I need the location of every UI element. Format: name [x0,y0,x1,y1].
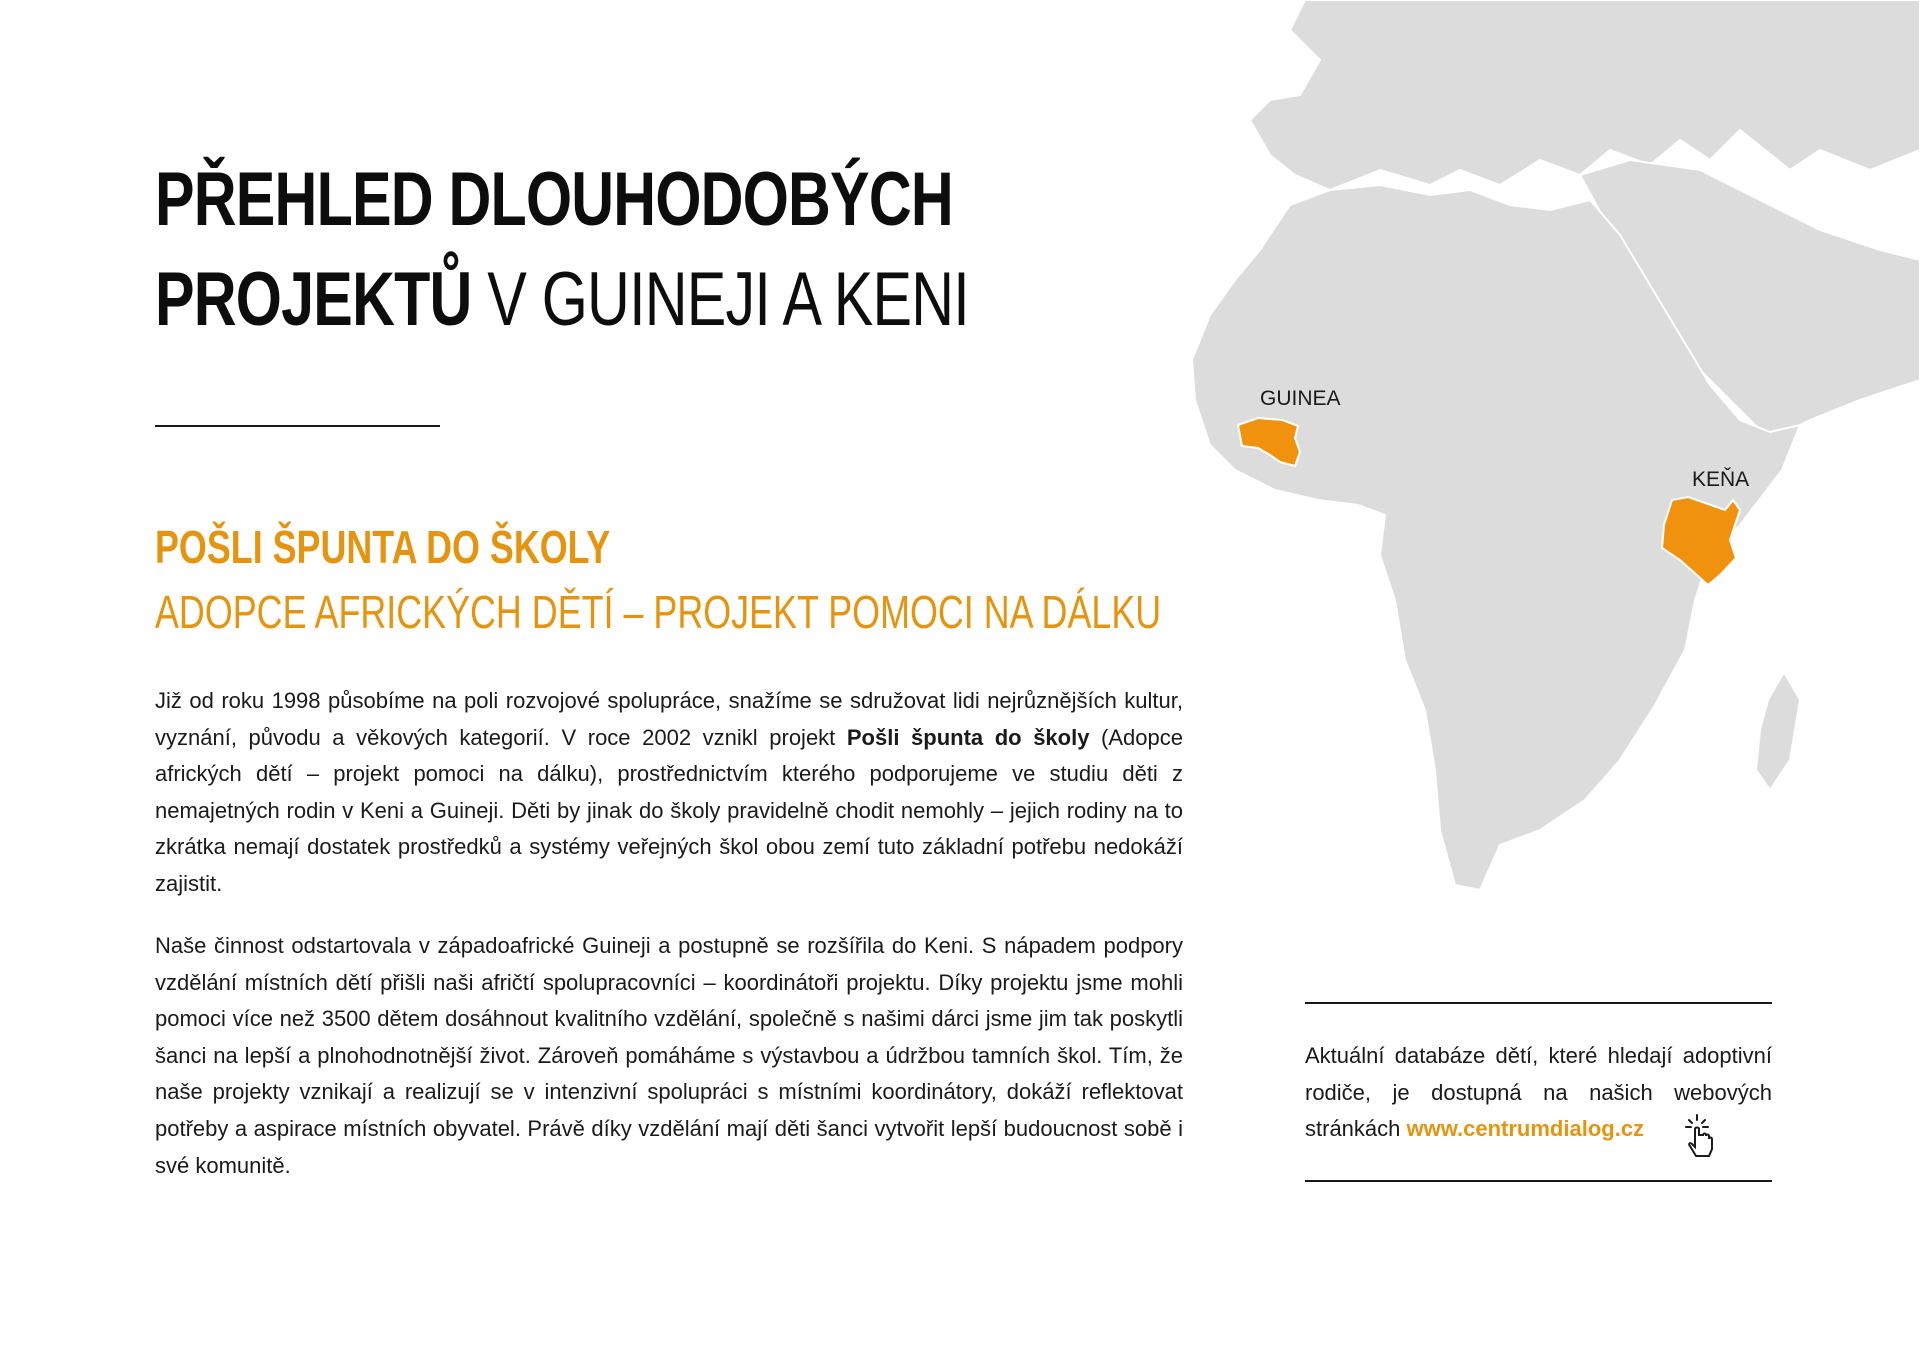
website-link[interactable]: www.centrumdialog.cz [1406,1116,1645,1142]
map-label-guinea: GUINEA [1260,387,1341,410]
intro-paragraph [155,683,1183,903]
intro-project-name: Pošli špunta do školy [846,724,1090,750]
map-europe [1250,0,1920,190]
project-name-heading: POŠLI ŠPUNTA DO ŠKOLY [155,521,611,573]
africa-map [1180,0,1920,900]
intro-text-end: (Adopce afrických dětí – projekt pomoci na dálku), prostřednictvím kterého podporujeme ve studiu děti z nemajetných rodin v Keni a Guineji. Děti by jinak do školy pravidelně chodit nemohly – jejich rodiny na to zkrátka nemají dostatek prostředků a systémy veřejných škol obou zemí tuto základní potřebu nedokáží zajistit. [155,724,1183,896]
title-divider [155,425,440,427]
history-paragraph: Naše činnost odstartovala v západoafrické Guineji a postupně se rozšířila do Keni. S nápadem podpory vzdělání místních dětí přišli naši afričtí spolupracovníci – koordinátoři projektu. Díky projektu jsme mohli pomoci více než 3500 dětem dosáhnout kvalitního vzdělání, společně s našimi dárci jsme jim tak poskytli šanci na lepší a plnohodnotnější život. Zároveň pomáháme s výstavbou a údržbou tamních škol. Tím, že naše projekty vznikají a realizují se v intenzivní spolupráci s místními koordinátory, dokáží reflektovat potřeby a aspirace místních obyvatel. Právě díky vzdělání mají děti šanci vytvořit lepší budoucnost sobě i své komunitě. [155,933,1183,1178]
intro-text-start: Již od roku 1998 působíme na poli rozvojové spolupráce, snažíme se sdružovat lidi nejrůznějších kultur, vyznání, původu a věkových kategorií. V roce 2002 vznikl projekt [155,688,1183,750]
map-label-kenya: KEŇA [1692,468,1750,491]
title-line-2-light: V GUINEJI A KENI [487,257,969,342]
info-box-bottom-rule [1305,1180,1772,1182]
project-description-heading: ADOPCE AFRICKÝCH DĚTÍ – PROJEKT POMOCI NA DÁLKU [155,586,1162,638]
info-box-sentence: Aktuální databáze dětí, které hledají adoptivní rodiče, je dostupná na našich webových stránkách [1305,1043,1772,1142]
hand-pointer-icon [1685,1114,1717,1160]
title-line-2-bold: PROJEKTŮ [155,257,472,342]
info-box-top-rule [1305,1002,1772,1004]
page-title [155,150,969,350]
title-line-1: PŘEHLED DLOUHODOBÝCH [155,157,953,242]
map-madagascar [1756,672,1800,790]
